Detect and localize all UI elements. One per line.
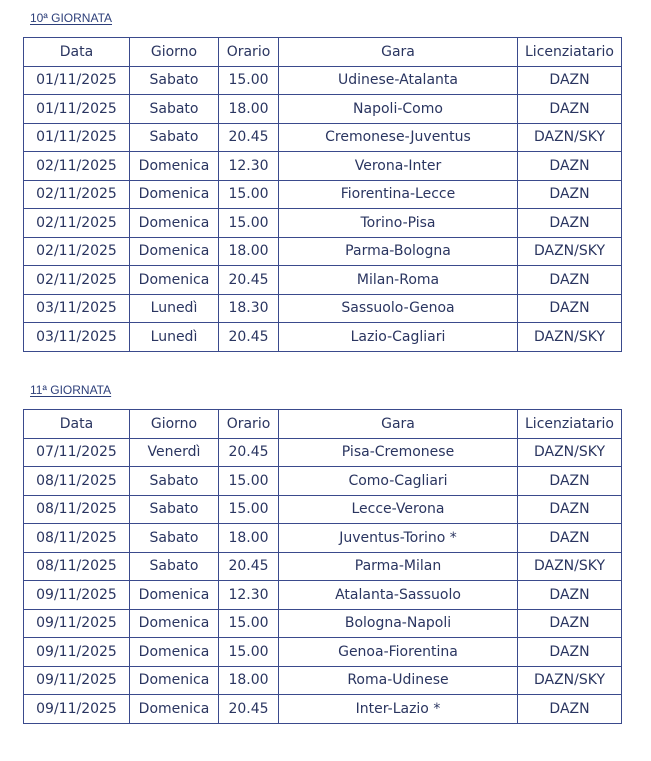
cell-time: 15.00 [219, 495, 279, 524]
cell-date: 08/11/2025 [24, 552, 130, 581]
cell-date: 01/11/2025 [24, 66, 130, 95]
header-licensee: Licenziatario [518, 38, 622, 67]
table-row [24, 495, 622, 524]
table-row [24, 294, 622, 323]
cell-day: Sabato [130, 467, 219, 496]
cell-licensee: DAZN [518, 695, 622, 724]
table-row [24, 581, 622, 610]
cell-date: 09/11/2025 [24, 666, 130, 695]
cell-day: Domenica [130, 180, 219, 209]
cell-time: 18.00 [219, 524, 279, 553]
table-row [24, 266, 622, 295]
cell-day: Sabato [130, 123, 219, 152]
header-date: Data [24, 410, 130, 439]
cell-match: Napoli-Como [279, 95, 518, 124]
cell-day: Sabato [130, 495, 219, 524]
cell-licensee: DAZN/SKY [518, 552, 622, 581]
cell-date: 01/11/2025 [24, 123, 130, 152]
table-row [24, 666, 622, 695]
cell-licensee: DAZN [518, 180, 622, 209]
cell-day: Sabato [130, 552, 219, 581]
cell-date: 02/11/2025 [24, 209, 130, 238]
cell-licensee: DAZN/SKY [518, 666, 622, 695]
cell-date: 02/11/2025 [24, 266, 130, 295]
cell-date: 09/11/2025 [24, 581, 130, 610]
cell-day: Domenica [130, 666, 219, 695]
header-match: Gara [279, 38, 518, 67]
cell-match: Fiorentina-Lecce [279, 180, 518, 209]
cell-match: Inter-Lazio * [279, 695, 518, 724]
cell-day: Domenica [130, 609, 219, 638]
cell-day: Domenica [130, 638, 219, 667]
fixtures-table-round-11 [23, 409, 622, 724]
cell-licensee: DAZN/SKY [518, 237, 622, 266]
table-row [24, 524, 622, 553]
cell-date: 07/11/2025 [24, 438, 130, 467]
cell-time: 15.00 [219, 209, 279, 238]
cell-licensee: DAZN/SKY [518, 323, 622, 352]
cell-match: Genoa-Fiorentina [279, 638, 518, 667]
cell-date: 02/11/2025 [24, 237, 130, 266]
cell-date: 08/11/2025 [24, 524, 130, 553]
table-row [24, 695, 622, 724]
cell-date: 03/11/2025 [24, 323, 130, 352]
table-row [24, 95, 622, 124]
cell-licensee: DAZN/SKY [518, 438, 622, 467]
header-day: Giorno [130, 410, 219, 439]
cell-day: Domenica [130, 209, 219, 238]
cell-time: 20.45 [219, 123, 279, 152]
table-row [24, 438, 622, 467]
cell-licensee: DAZN [518, 467, 622, 496]
fixtures-body [24, 66, 622, 351]
table-row [24, 180, 622, 209]
round-10-title: 10ª GIORNATA [30, 11, 113, 25]
cell-licensee: DAZN [518, 66, 622, 95]
cell-day: Domenica [130, 152, 219, 181]
header-time: Orario [219, 410, 279, 439]
cell-date: 01/11/2025 [24, 95, 130, 124]
cell-day: Domenica [130, 266, 219, 295]
cell-time: 20.45 [219, 695, 279, 724]
cell-licensee: DAZN [518, 524, 622, 553]
cell-licensee: DAZN [518, 152, 622, 181]
cell-licensee: DAZN [518, 495, 622, 524]
table-row [24, 323, 622, 352]
cell-licensee: DAZN [518, 294, 622, 323]
fixtures-body [24, 438, 622, 723]
cell-date: 09/11/2025 [24, 638, 130, 667]
cell-match: Roma-Udinese [279, 666, 518, 695]
cell-licensee: DAZN [518, 95, 622, 124]
cell-match: Udinese-Atalanta [279, 66, 518, 95]
cell-time: 15.00 [219, 609, 279, 638]
table-row [24, 552, 622, 581]
cell-day: Sabato [130, 66, 219, 95]
cell-date: 08/11/2025 [24, 467, 130, 496]
header-date: Data [24, 38, 130, 67]
table-row [24, 467, 622, 496]
table-row [24, 152, 622, 181]
table-header-row [24, 38, 622, 67]
cell-match: Juventus-Torino * [279, 524, 518, 553]
cell-time: 20.45 [219, 552, 279, 581]
table-row [24, 638, 622, 667]
cell-time: 20.45 [219, 323, 279, 352]
cell-day: Domenica [130, 581, 219, 610]
cell-match: Pisa-Cremonese [279, 438, 518, 467]
cell-date: 09/11/2025 [24, 695, 130, 724]
cell-match: Cremonese-Juventus [279, 123, 518, 152]
cell-licensee: DAZN [518, 266, 622, 295]
cell-date: 08/11/2025 [24, 495, 130, 524]
table-header-row [24, 410, 622, 439]
cell-match: Milan-Roma [279, 266, 518, 295]
cell-date: 02/11/2025 [24, 152, 130, 181]
header-licensee: Licenziatario [518, 410, 622, 439]
cell-match: Torino-Pisa [279, 209, 518, 238]
cell-match: Bologna-Napoli [279, 609, 518, 638]
cell-match: Como-Cagliari [279, 467, 518, 496]
cell-time: 12.30 [219, 152, 279, 181]
cell-match: Parma-Bologna [279, 237, 518, 266]
cell-time: 20.45 [219, 438, 279, 467]
cell-date: 03/11/2025 [24, 294, 130, 323]
cell-time: 18.00 [219, 237, 279, 266]
cell-time: 18.30 [219, 294, 279, 323]
cell-date: 09/11/2025 [24, 609, 130, 638]
table-row [24, 123, 622, 152]
cell-licensee: DAZN/SKY [518, 123, 622, 152]
cell-time: 18.00 [219, 95, 279, 124]
cell-licensee: DAZN [518, 638, 622, 667]
cell-day: Sabato [130, 524, 219, 553]
cell-day: Lunedì [130, 294, 219, 323]
header-match: Gara [279, 410, 518, 439]
cell-day: Domenica [130, 237, 219, 266]
cell-licensee: DAZN [518, 581, 622, 610]
fixtures-table-round-10 [23, 37, 622, 352]
cell-day: Venerdì [130, 438, 219, 467]
cell-licensee: DAZN [518, 609, 622, 638]
table-row [24, 237, 622, 266]
table-row [24, 209, 622, 238]
cell-time: 18.00 [219, 666, 279, 695]
header-day: Giorno [130, 38, 219, 67]
cell-match: Parma-Milan [279, 552, 518, 581]
cell-match: Atalanta-Sassuolo [279, 581, 518, 610]
cell-match: Verona-Inter [279, 152, 518, 181]
cell-time: 20.45 [219, 266, 279, 295]
cell-time: 15.00 [219, 638, 279, 667]
cell-date: 02/11/2025 [24, 180, 130, 209]
cell-licensee: DAZN [518, 209, 622, 238]
table-row [24, 609, 622, 638]
cell-time: 12.30 [219, 581, 279, 610]
cell-day: Lunedì [130, 323, 219, 352]
cell-match: Lazio-Cagliari [279, 323, 518, 352]
cell-time: 15.00 [219, 467, 279, 496]
cell-time: 15.00 [219, 66, 279, 95]
header-time: Orario [219, 38, 279, 67]
round-11-title: 11ª GIORNATA [30, 383, 112, 397]
cell-match: Sassuolo-Genoa [279, 294, 518, 323]
cell-day: Domenica [130, 695, 219, 724]
table-row [24, 66, 622, 95]
cell-match: Lecce-Verona [279, 495, 518, 524]
cell-time: 15.00 [219, 180, 279, 209]
cell-day: Sabato [130, 95, 219, 124]
